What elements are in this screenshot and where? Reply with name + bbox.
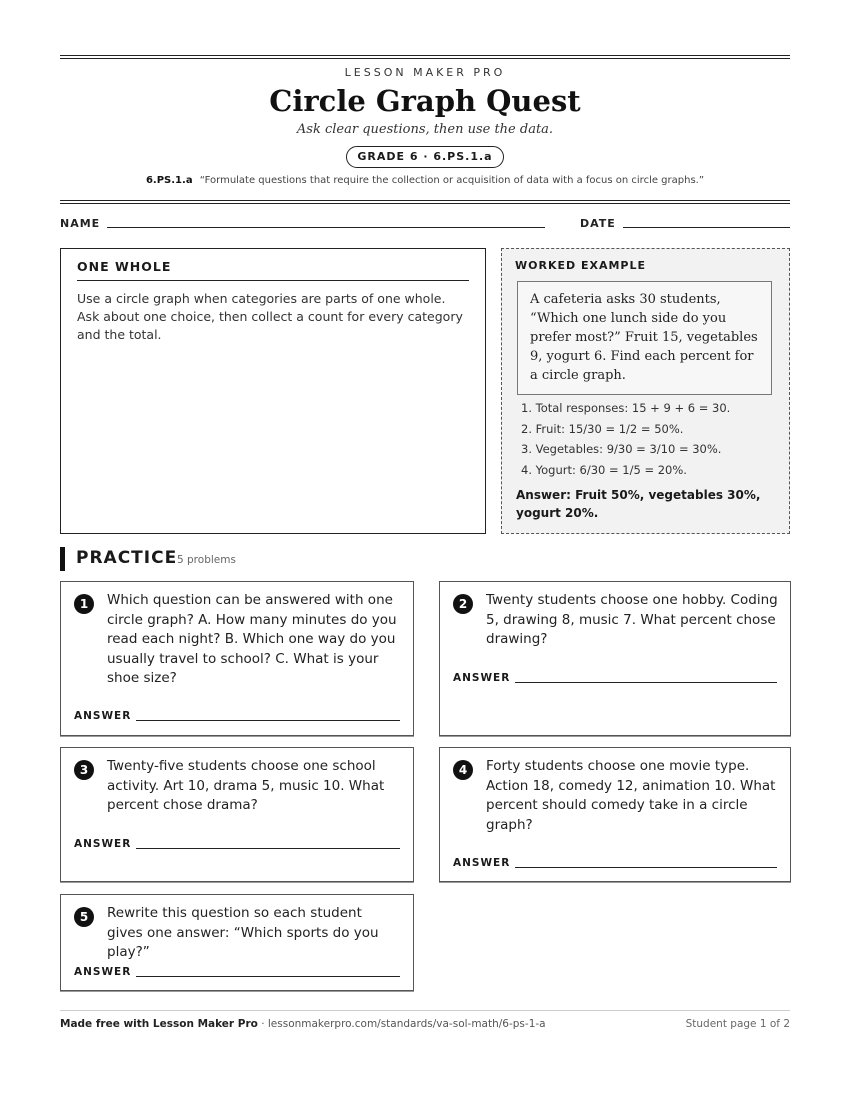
concept-body: Use a circle graph when categories are parts of one whole. Ask about one choice, then collect a count for every category and the total. (77, 291, 463, 342)
worked-example-box (501, 248, 790, 534)
concept-heading: ONE WHOLE (77, 259, 469, 281)
answer-field[interactable] (515, 867, 777, 868)
brand-name: LESSON MAKER PRO (344, 66, 506, 79)
problem-card-1 (60, 581, 414, 736)
page-subtitle: Ask clear questions, then use the data. (296, 122, 554, 137)
answer-label: ANSWER (453, 857, 511, 869)
footer-page-number: Student page 1 of 2 (685, 1018, 790, 1030)
worked-example-steps (521, 401, 730, 483)
answer-field[interactable] (136, 848, 400, 849)
date-field[interactable] (623, 227, 790, 228)
standard-code: 6.PS.1.a (145, 175, 193, 186)
problem-card-2 (439, 581, 791, 736)
footer-rule (60, 1010, 790, 1011)
concept-box (60, 248, 486, 534)
answer-label: ANSWER (74, 966, 132, 978)
name-field[interactable] (107, 227, 545, 228)
worked-example-heading: WORKED EXAMPLE (515, 259, 646, 272)
problem-card-3 (60, 747, 414, 882)
footer-credit (60, 1018, 546, 1030)
answer-label: ANSWER (74, 710, 132, 722)
problem-text: Which question can be answered with one circle graph? A. How many minutes do you read each night? B. Which one way do you usually travel to school? C. What is your shoe size? (107, 592, 397, 686)
name-label: NAME (60, 217, 101, 230)
page-title: Circle Graph Quest (269, 84, 581, 118)
header-bottom-rule-inner (60, 203, 790, 204)
date-label: DATE (580, 217, 616, 230)
standard-text: “Formulate questions that require the collection or acquisition of data with a focus on circle graphs.” (199, 175, 705, 186)
problem-text: Rewrite this question so each student gives one answer: “Which sports do you play?” (107, 905, 379, 960)
answer-field[interactable] (136, 720, 400, 721)
footer-url[interactable]: · lessonmakerpro.com/standards/va-sol-math/6-ps-1-a (257, 1018, 546, 1030)
problem-card-4 (439, 747, 791, 882)
practice-accent-bar (60, 547, 65, 571)
footer-made-with: Made free with Lesson Maker Pro (60, 1018, 258, 1030)
practice-title: PRACTICE (76, 548, 178, 568)
standard-line (0, 175, 850, 186)
problem-number: 1 (74, 594, 94, 614)
worked-example-answer: Answer: Fruit 50%, vegetables 30%, yogurt 20%. (516, 488, 761, 520)
top-rule-inner (60, 58, 790, 59)
problem-text: Twenty students choose one hobby. Coding 5, drawing 8, music 7. What percent chose drawing? (486, 592, 778, 647)
step-item: 2. Fruit: 15/30 = 1/2 = 50%. (521, 421, 684, 436)
problem-text: Twenty-five students choose one school activity. Art 10, drama 5, music 10. What percent chose drama? (107, 758, 385, 813)
header-bottom-rule (60, 200, 790, 201)
problem-number: 3 (74, 760, 94, 780)
worked-example-problem: A cafeteria asks 30 students, “Which one lunch side do you prefer most?” Fruit 15, vegetables 9, yogurt 6. Find each percent for a circle graph. (517, 281, 772, 395)
answer-label: ANSWER (453, 672, 511, 684)
problem-number: 2 (453, 594, 473, 614)
answer-label: ANSWER (74, 838, 132, 850)
step-item: 1. Total responses: 15 + 9 + 6 = 30. (521, 401, 731, 415)
answer-field[interactable] (515, 682, 777, 683)
problem-card-5 (60, 894, 414, 991)
grade-badge: GRADE 6 · 6.PS.1.a (346, 146, 504, 168)
step-item: 3. Vegetables: 9/30 = 3/10 = 30%. (521, 442, 722, 456)
problem-text: Forty students choose one movie type. Action 18, comedy 12, animation 10. What percent should comedy take in a circle graph? (486, 758, 776, 833)
step-item: 4. Yogurt: 6/30 = 1/5 = 20%. (521, 462, 687, 477)
answer-field[interactable] (136, 976, 400, 977)
top-rule (60, 55, 790, 56)
problem-number: 4 (453, 760, 473, 780)
practice-count: 5 problems (177, 554, 236, 566)
problem-number: 5 (74, 907, 94, 927)
